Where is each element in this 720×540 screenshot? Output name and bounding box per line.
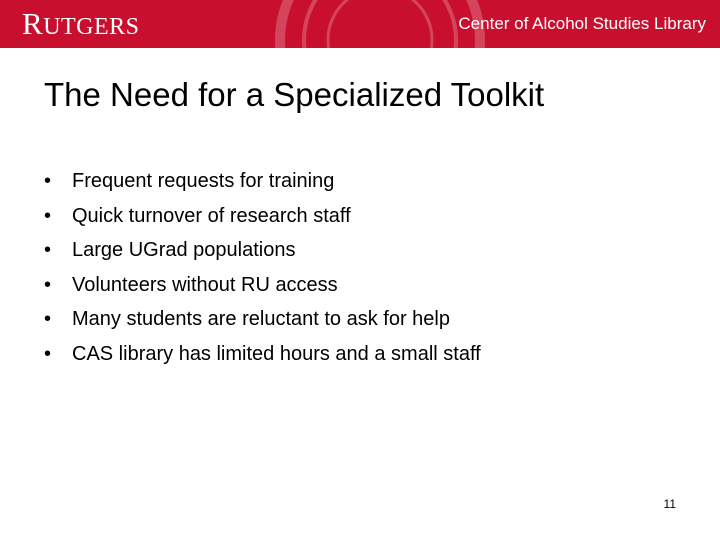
bullet-item (44, 304, 481, 339)
page-number: 11 (663, 497, 676, 511)
bullet-item (44, 339, 481, 374)
bullet-text: Quick turnover of research staff (72, 204, 351, 227)
bullet-list (44, 166, 481, 373)
bullet-item (44, 270, 481, 305)
header-title: Center of Alcohol Studies Library (458, 14, 706, 33)
logo-remainder: UTGERS (43, 14, 140, 40)
header-band (0, 0, 720, 48)
bullet-marker: • (44, 308, 52, 330)
bullet-item (44, 235, 481, 270)
bullet-text: Frequent requests for training (72, 170, 335, 192)
bullet-marker: • (44, 273, 52, 296)
bullet-marker: • (44, 239, 52, 261)
university-seal-watermark (270, 0, 490, 48)
slide-title: The Need for a Specialized Toolkit (44, 76, 545, 113)
bullet-text: CAS library has limited hours and a small staff (72, 342, 481, 365)
logo-initial: R (22, 6, 44, 41)
bullet-text: Large UGrad populations (72, 239, 296, 261)
rutgers-logo (22, 7, 140, 41)
bullet-item (44, 201, 481, 236)
bullet-text: Many students are reluctant to ask for help (72, 308, 450, 330)
bullet-marker: • (44, 342, 52, 365)
bullet-item (44, 166, 481, 201)
bullet-marker: • (44, 170, 52, 192)
bullet-text: Volunteers without RU access (72, 273, 338, 296)
bullet-marker: • (44, 204, 52, 227)
